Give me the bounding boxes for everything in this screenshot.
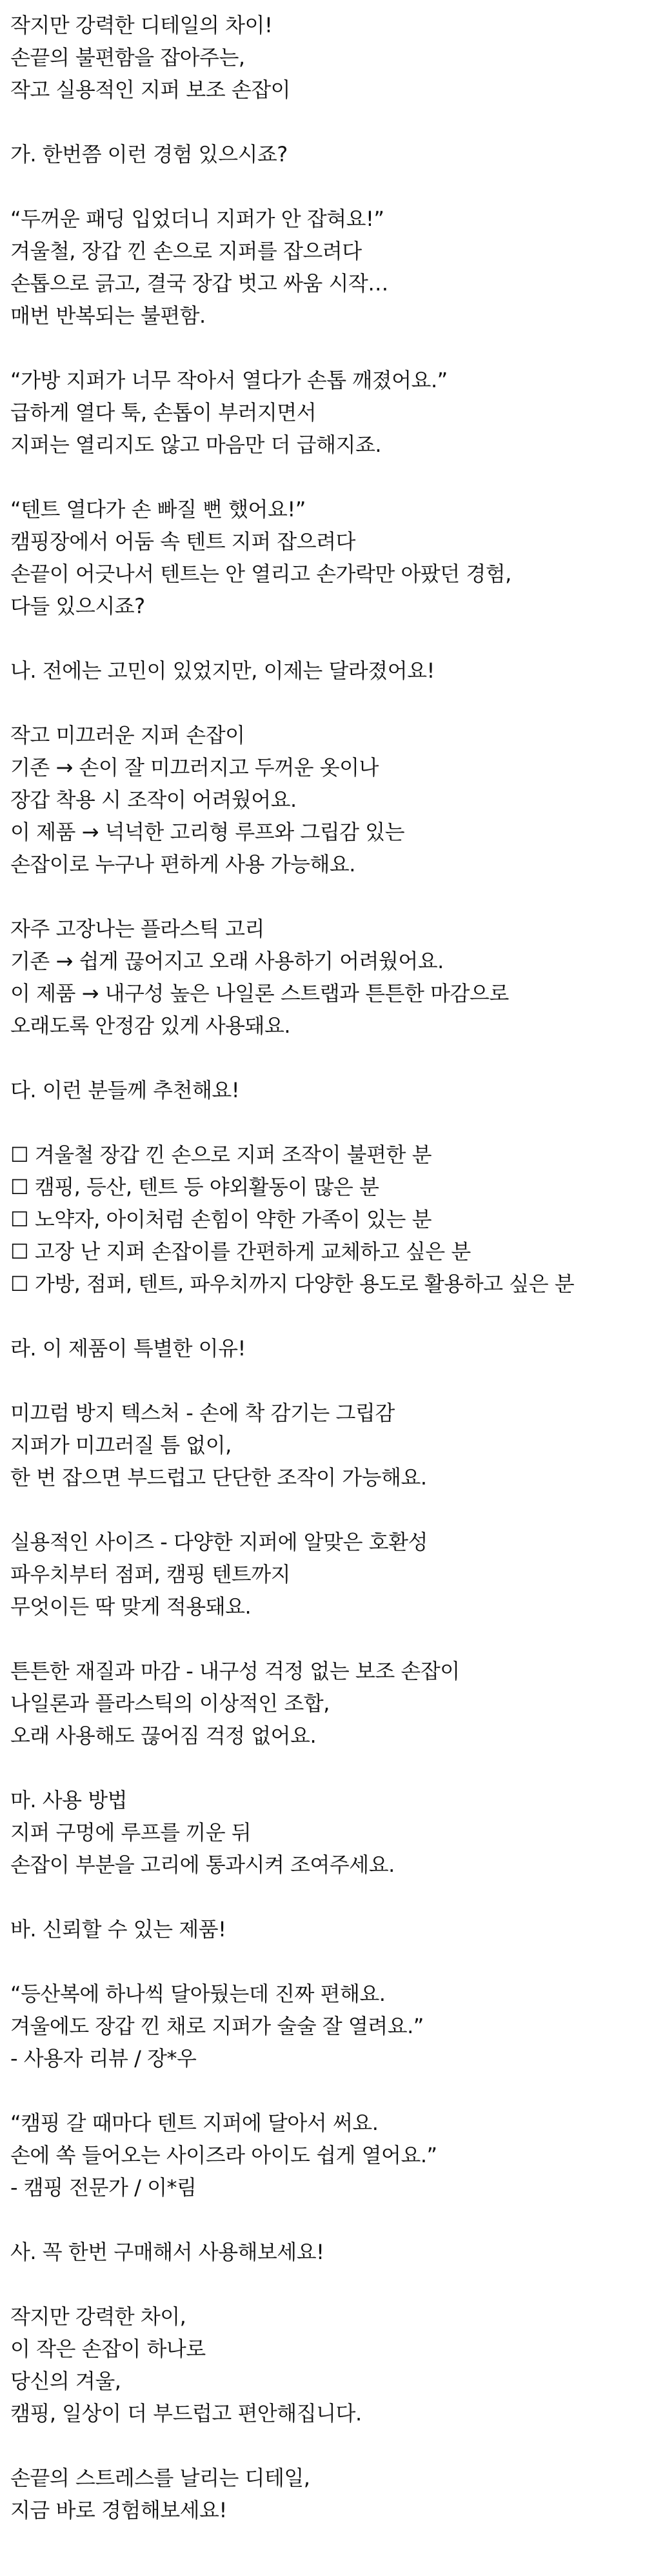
text-line: 미끄럼 방지 텍스처 - 손에 착 감기는 그립감 xyxy=(10,1401,395,1425)
text-line: “가방 지퍼가 너무 작아서 열다가 손톱 깨졌어요.” xyxy=(10,368,448,392)
paragraph-gap xyxy=(10,170,635,203)
text-line: 지퍼는 열리지도 않고 마음만 더 급해지죠. xyxy=(10,432,382,457)
paragraph-gap xyxy=(10,1364,635,1397)
text-line: “텐트 열다가 손 빠질 뻔 했어요!” xyxy=(10,497,306,522)
text-line: 이 제품 → 내구성 높은 나일론 스트랩과 튼튼한 마감으로 xyxy=(10,981,509,1006)
text-line: 작지만 강력한 디테일의 차이! xyxy=(10,13,273,37)
paragraph xyxy=(10,2300,635,2429)
paragraph xyxy=(10,1655,635,1752)
text-line: 실용적인 사이즈 - 다양한 지퍼에 알맞은 호환성 xyxy=(10,1530,428,1554)
text-line: 자주 고장나는 플라스틱 고리 xyxy=(10,917,264,941)
paragraph xyxy=(10,654,635,687)
text-line: 오래 사용해도 끊어짐 걱정 없어요. xyxy=(10,1723,317,1748)
paragraph-gap xyxy=(10,1881,635,1913)
text-line: 기존 → 손이 잘 미끄러지고 두꺼운 옷이나 xyxy=(10,755,379,780)
text-line: 튼튼한 재질과 마감 - 내구성 걱정 없는 보조 손잡이 xyxy=(10,1659,460,1683)
paragraph xyxy=(10,2107,635,2204)
text-line: 다들 있으시죠? xyxy=(10,594,145,618)
paragraph-gap xyxy=(10,1494,635,1526)
text-line: 매번 반복되는 불편함. xyxy=(10,303,206,328)
paragraph xyxy=(10,2462,635,2526)
paragraph xyxy=(10,203,635,332)
paragraph-gap xyxy=(10,2204,635,2236)
paragraph-gap xyxy=(10,2074,635,2107)
paragraph-gap xyxy=(10,106,635,138)
text-line: ☐ 고장 난 지퍼 손잡이를 간편하게 교체하고 싶은 분 xyxy=(10,1239,471,1264)
paragraph xyxy=(10,913,635,1042)
paragraph-gap xyxy=(10,687,635,719)
paragraph-gap xyxy=(10,2268,635,2300)
text-line: 작지만 강력한 차이, xyxy=(10,2304,186,2329)
paragraph-gap xyxy=(10,880,635,913)
text-line: 기존 → 쉽게 끊어지고 오래 사용하기 어려웠어요. xyxy=(10,949,444,973)
paragraph xyxy=(10,364,635,461)
text-line: ☐ 겨울철 장갑 낀 손으로 지퍼 조작이 불편한 분 xyxy=(10,1142,432,1167)
text-line: “캠핑 갈 때마다 텐트 지퍼에 달아서 써요. xyxy=(10,2111,379,2135)
text-line: ☐ 가방, 점퍼, 텐트, 파우치까지 다양한 용도로 활용하고 싶은 분 xyxy=(10,1272,575,1296)
text-line: 지퍼 구멍에 루프를 끼운 뒤 xyxy=(10,1820,252,1845)
text-line: 지퍼가 미끄러질 틈 없이, xyxy=(10,1433,232,1457)
text-line: 손톱으로 긁고, 결국 장갑 벗고 싸움 시작… xyxy=(10,271,388,296)
text-line: 캠핑장에서 어둠 속 텐트 지퍼 잡으려다 xyxy=(10,529,355,554)
text-line: 오래도록 안정감 있게 사용돼요. xyxy=(10,1013,291,1038)
text-line: 급하게 열다 툭, 손톱이 부러지면서 xyxy=(10,400,317,425)
text-line: - 캠핑 전문가 / 이*림 xyxy=(10,2175,197,2200)
text-line: 손에 쏙 들어오는 사이즈라 아이도 쉽게 열어요.” xyxy=(10,2143,437,2167)
text-line: 라. 이 제품이 특별한 이유! xyxy=(10,1336,246,1361)
text-line: ☐ 캠핑, 등산, 텐트 등 야외활동이 많은 분 xyxy=(10,1175,379,1199)
paragraph xyxy=(10,493,635,622)
paragraph xyxy=(10,1913,635,1945)
paragraph-gap xyxy=(10,1945,635,1978)
text-line: 손끝의 불편함을 잡아주는, xyxy=(10,45,245,70)
paragraph-gap xyxy=(10,622,635,654)
text-line: 나. 전에는 고민이 있었지만, 이제는 달라졌어요! xyxy=(10,658,435,683)
paragraph-gap xyxy=(10,332,635,364)
text-line: 파우치부터 점퍼, 캠핑 텐트까지 xyxy=(10,1562,291,1587)
text-line: 다. 이런 분들께 추천해요! xyxy=(10,1078,240,1102)
text-line: 장갑 착용 시 조작이 어려웠어요. xyxy=(10,787,297,812)
text-line: 손잡이 부분을 고리에 통과시켜 조여주세요. xyxy=(10,1852,395,1877)
paragraph xyxy=(10,1526,635,1623)
text-line: 당신의 겨울, xyxy=(10,2369,121,2393)
text-line: 손끝의 스트레스를 날리는 디테일, xyxy=(10,2466,310,2490)
paragraph xyxy=(10,138,635,170)
text-line: 무엇이든 딱 맞게 적용돼요. xyxy=(10,1594,252,1619)
text-line: 바. 신뢰할 수 있는 제품! xyxy=(10,1917,226,1942)
text-line: 가. 한번쯤 이런 경험 있으시죠? xyxy=(10,142,288,167)
paragraph xyxy=(10,1139,635,1300)
text-line: 작고 실용적인 지퍼 보조 손잡이 xyxy=(10,77,291,102)
paragraph xyxy=(10,1397,635,1494)
paragraph-gap xyxy=(10,1300,635,1332)
paragraph xyxy=(10,1074,635,1106)
text-line: 겨울에도 장갑 낀 채로 지퍼가 술술 잘 열려요.” xyxy=(10,2014,424,2038)
text-line: 캠핑, 일상이 더 부드럽고 편안해집니다. xyxy=(10,2401,362,2426)
paragraph-gap xyxy=(10,1106,635,1139)
text-line: 지금 바로 경험해보세요! xyxy=(10,2498,227,2522)
text-line: 이 제품 → 넉넉한 고리형 루프와 그립감 있는 xyxy=(10,820,405,844)
text-line: 손잡이로 누구나 편하게 사용 가능해요. xyxy=(10,852,355,877)
text-line: “두꺼운 패딩 입었더니 지퍼가 안 잡혀요!” xyxy=(10,207,384,231)
text-line: 손끝이 어긋나서 텐트는 안 열리고 손가락만 아팠던 경험, xyxy=(10,562,511,586)
text-line: ☐ 노약자, 아이처럼 손힘이 약한 가족이 있는 분 xyxy=(10,1207,432,1232)
text-line: 겨울철, 장갑 낀 손으로 지퍼를 잡으려다 xyxy=(10,239,362,263)
text-line: 마. 사용 방법 xyxy=(10,1788,128,1812)
text-line: “등산복에 하나씩 달아뒀는데 진짜 편해요. xyxy=(10,1982,386,2006)
text-line: 한 번 잡으면 부드럽고 단단한 조작이 가능해요. xyxy=(10,1465,427,1490)
paragraph-gap xyxy=(10,2429,635,2462)
paragraph-gap xyxy=(10,461,635,493)
text-line: 작고 미끄러운 지퍼 손잡이 xyxy=(10,723,245,747)
text-line: - 사용자 리뷰 / 장*우 xyxy=(10,2046,197,2071)
paragraph xyxy=(10,719,635,880)
paragraph xyxy=(10,1332,635,1364)
paragraph xyxy=(10,9,635,106)
text-line: 이 작은 손잡이 하나로 xyxy=(10,2337,206,2361)
paragraph xyxy=(10,2236,635,2268)
text-line: 사. 꼭 한번 구매해서 사용해보세요! xyxy=(10,2240,324,2264)
paragraph-gap xyxy=(10,1623,635,1655)
paragraph xyxy=(10,1784,635,1881)
paragraph-gap xyxy=(10,1042,635,1074)
text-line: 나일론과 플라스틱의 이상적인 조합, xyxy=(10,1691,330,1716)
paragraph xyxy=(10,1978,635,2074)
paragraph-gap xyxy=(10,1752,635,1784)
